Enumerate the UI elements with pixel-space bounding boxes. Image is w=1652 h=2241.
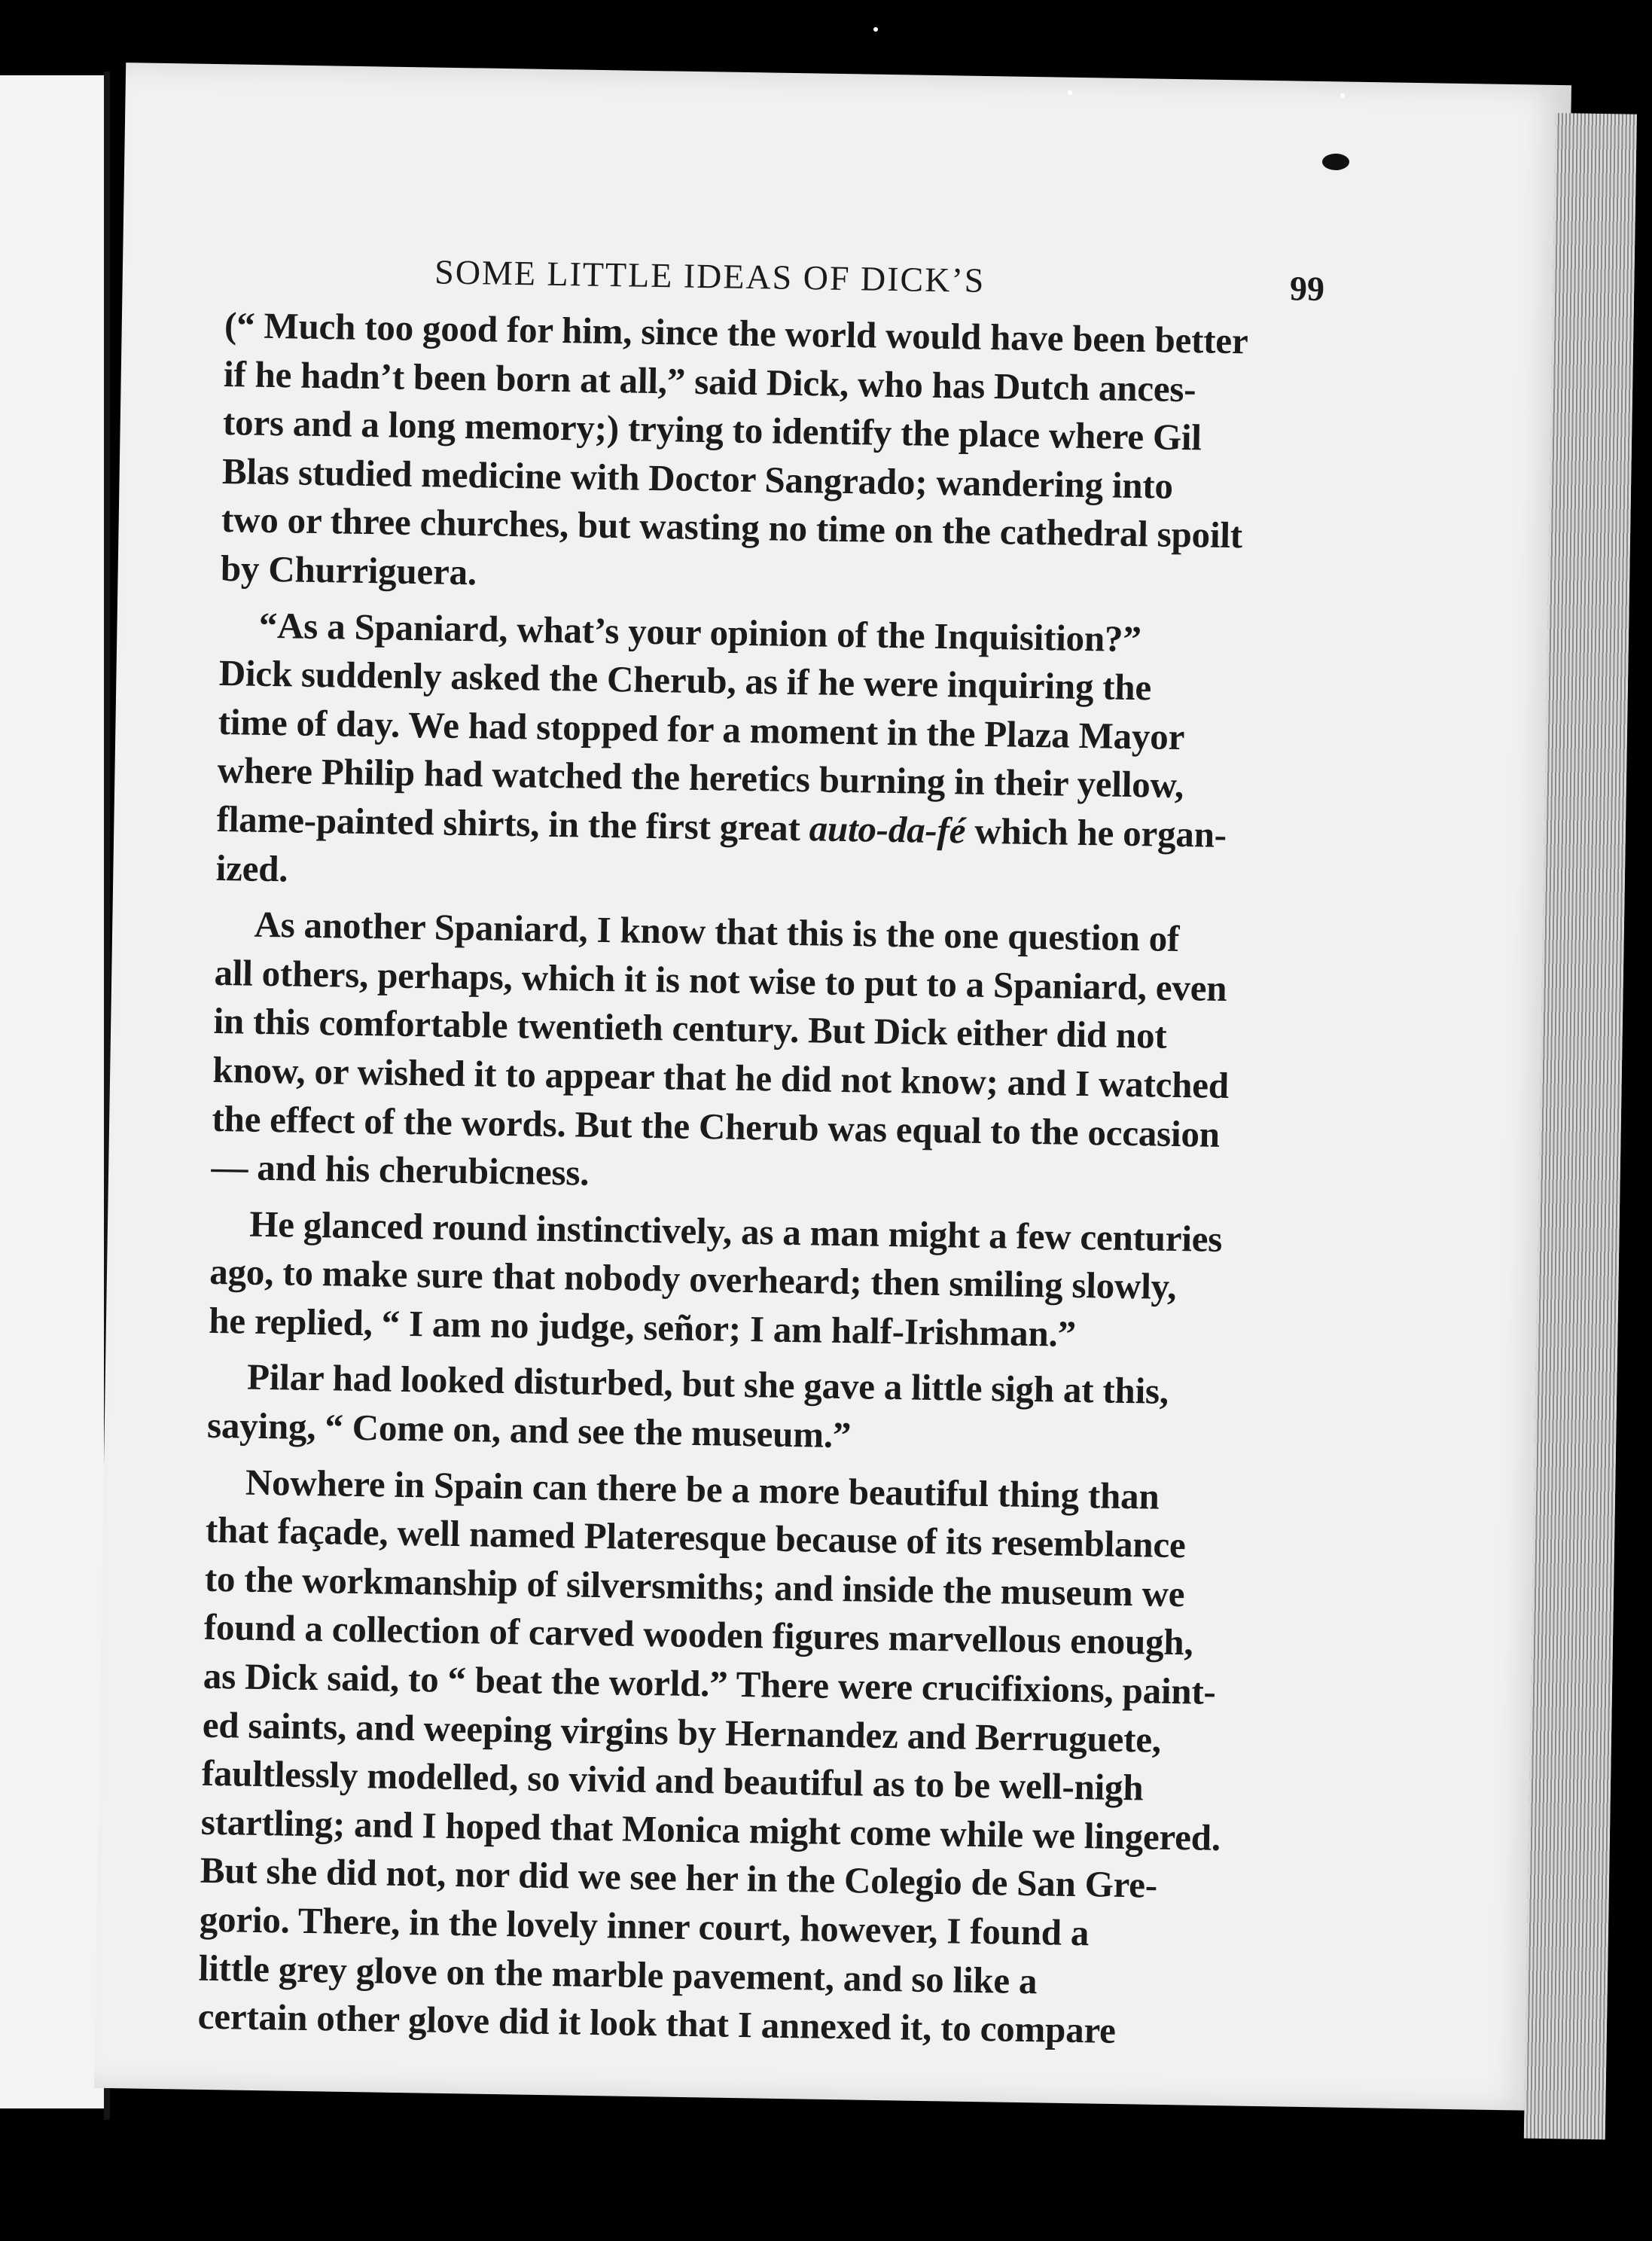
text-line: that façade, well named Plateresque because of its resemblance [205, 1509, 1187, 1566]
paragraph [220, 301, 1339, 611]
text-line: But she did not, nor did we see her in the Colegio de San Gre- [200, 1849, 1158, 1907]
text-line: to the workmanship of silversmiths; and inside the museum we [204, 1557, 1185, 1615]
text-fragment: flame-painted shirts, in the first great [216, 797, 810, 849]
text-line: (“ Much too good for him, since the world would have been better [224, 303, 1248, 362]
text-line: Nowhere in Spain can there be a more beautiful thing than [245, 1461, 1160, 1517]
text-line: Dick suddenly asked the Cherub, as if he were inquiring the [218, 652, 1152, 709]
paragraph [209, 1200, 1325, 1363]
italic-phrase: auto-da-fé [809, 807, 966, 852]
text-line: by Churriguera. [220, 547, 477, 593]
text-line: if he hadn’t been born at all,” said Dick, who has Dutch ances- [223, 352, 1196, 410]
text-line: saying, “ Come on, and see the museum.” [206, 1404, 852, 1456]
text-line: ago, to make sure that nobody overheard; then smiling slowly, [209, 1251, 1177, 1308]
text-line: the effect of the words. But the Cherub was equal to the occasion [212, 1097, 1221, 1155]
dust-speck [1068, 90, 1072, 95]
text-line: As another Spaniard, I know that this is the one question of [254, 903, 1180, 960]
text-fragment: which he organ- [965, 810, 1227, 855]
text-line: faultlessly modelled, so vivid and beautiful as to be well-nigh [201, 1752, 1144, 1809]
running-head-title: SOME LITTLE IDEAS OF DICK’S [434, 252, 986, 300]
text-line: certain other glove did it look that I annexed it, to compare [197, 1995, 1117, 2052]
paragraph [197, 1457, 1321, 2058]
text-line: know, or wished it to appear that he did not know; and I watched [212, 1048, 1230, 1106]
dust-speck [873, 27, 878, 32]
text-line: in this comfortable twentieth century. But Dick either did not [213, 1000, 1167, 1057]
text-line: ized. [215, 846, 288, 889]
text-line: Blas studied medicine with Doctor Sangrado; wandering into [221, 450, 1174, 507]
text-line: found a collection of carved wooden figures marvellous enough, [203, 1606, 1193, 1663]
text-line: ed saints, and weeping virgins by Hernandez and Berruguete, [202, 1703, 1162, 1761]
facing-page-edge [0, 75, 104, 2108]
text-line: two or three churches, but wasting no time on the cathedral spoilt [221, 499, 1243, 556]
text-line: as Dick said, to “ beat the world.” There were crucifixions, paint- [203, 1654, 1217, 1712]
text-line: time of day. We had stopped for a moment in the Plaza Mayor [218, 700, 1185, 758]
paragraph [215, 601, 1334, 910]
dust-speck [1340, 93, 1345, 98]
text-line: he replied, “ I am no judge, señor; I am half-Irishman.” [208, 1299, 1077, 1355]
page-number: 99 [1289, 269, 1325, 308]
text-line: — and his cherubicness. [211, 1145, 590, 1194]
paragraph [207, 1352, 1323, 1467]
page-text [197, 233, 1340, 2066]
text-line: startling; and I hoped that Monica might come while we lingered. [200, 1800, 1221, 1858]
text-line: little grey glove on the marble pavement, and so like a [198, 1947, 1038, 2002]
text-line: “As a Spaniard, what’s your opinion of the Inquisition?” [258, 604, 1142, 660]
ink-blot [1322, 154, 1349, 170]
text-line: Pilar had looked disturbed, but she gave a little sigh at this, [246, 1356, 1169, 1413]
text-line: He glanced round instinctively, as a man might a few centuries [248, 1203, 1223, 1260]
text-line: where Philip had watched the heretics burning in their yellow, [217, 749, 1184, 806]
text-line: tors and a long memory;) trying to identify the place where Gil [222, 401, 1202, 459]
body-text [197, 301, 1339, 2059]
paragraph [211, 900, 1330, 1209]
text-line: gorio. There, in the lovely inner court, however, I found a [199, 1898, 1090, 1954]
text-line: all others, perhaps, which it is not wise to put to a Spaniard, even [214, 951, 1227, 1009]
